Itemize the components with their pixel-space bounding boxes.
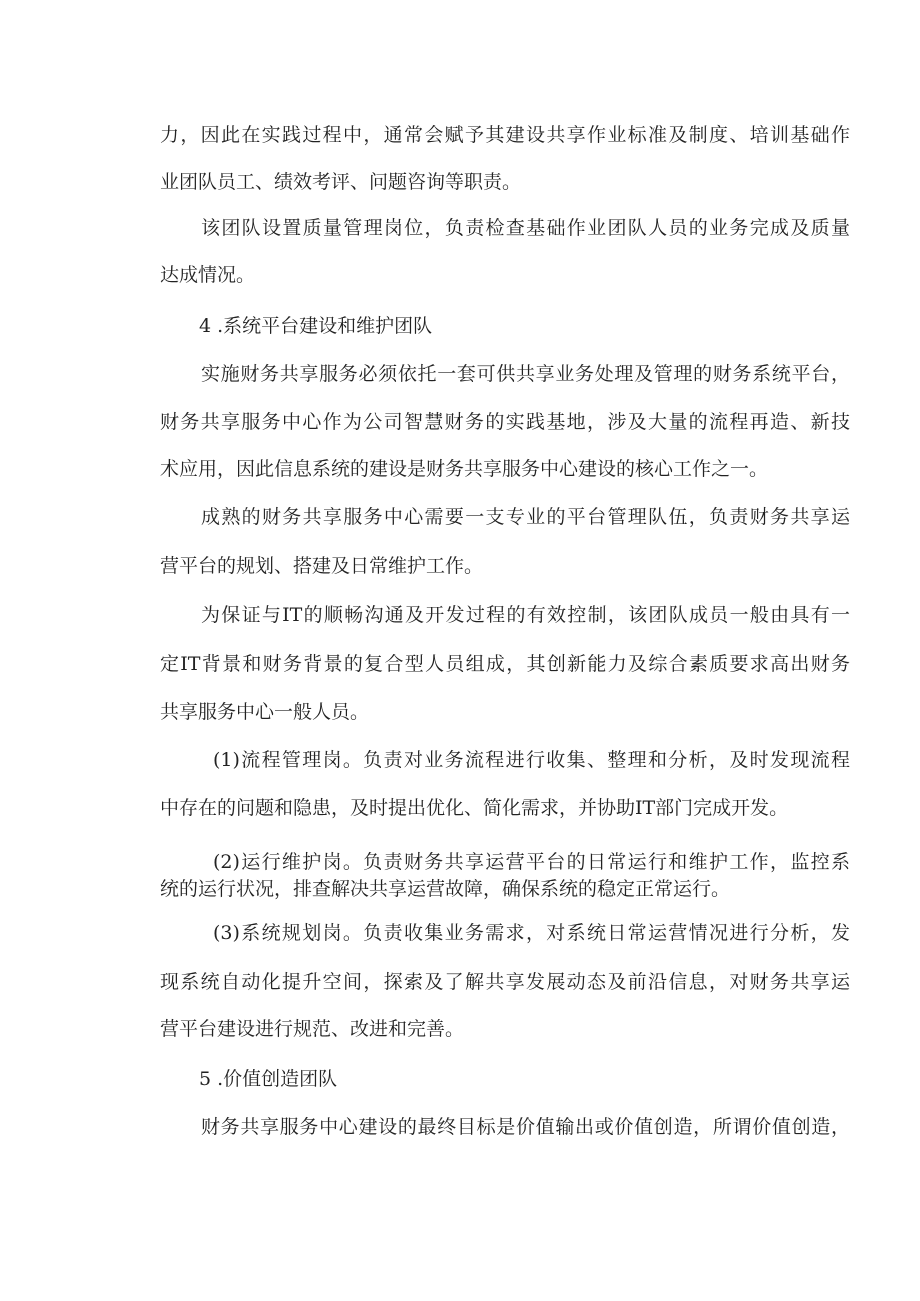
text-line: 统的运行状况，排查解决共享运营故障，确保系统的稳定正常运行。 [160, 878, 731, 900]
text-line: 财务共享服务中心建设的最终目标是价值输出或价值创造，所谓价值创造， [201, 1116, 850, 1138]
text-line: 营平台的规划、搭建及日常维护工作。 [160, 555, 484, 577]
text-line: 术应用，因此信息系统的建设是财务共享服务中心建设的核心工作之一。 [160, 458, 769, 480]
section-heading: 4 .系统平台建设和维护团队 [199, 315, 433, 337]
section-heading: 5 .价值创造团队 [199, 1068, 338, 1090]
text-line: 中存在的问题和隐患，及时提出优化、简化需求，并协助IT部门完成开发。 [160, 797, 789, 819]
text-line: (3)系统规划岗。负责收集业务需求，对系统日常运营情况进行分析，发 [213, 922, 850, 944]
text-line: 为保证与IT的顺畅沟通及开发过程的有效控制，该团队成员一般由具有一 [201, 604, 850, 626]
text-line: 该团队设置质量管理岗位，负责检查基础作业团队人员的业务完成及质量 [201, 217, 850, 239]
text-line: (2)运行维护岗。负责财务共享运营平台的日常运行和维护工作，监控系 [213, 851, 850, 873]
text-line: 现系统自动化提升空间，探索及了解共享发展动态及前沿信息，对财务共享运 [160, 971, 850, 993]
text-line: 达成情况。 [160, 264, 256, 286]
text-line: 定IT背景和财务背景的复合型人员组成，其创新能力及综合素质要求高出财务 [160, 653, 850, 675]
text-line: 实施财务共享服务必须依托一套可供共享业务处理及管理的财务系统平台， [201, 363, 850, 385]
text-line: 财务共享服务中心作为公司智慧财务的实践基地，涉及大量的流程再造、新技 [160, 411, 850, 433]
text-line: (1)流程管理岗。负责对业务流程进行收集、整理和分析，及时发现流程 [213, 749, 850, 771]
text-line: 力，因此在实践过程中，通常会赋予其建设共享作业标准及制度、培训基础作 [160, 124, 850, 146]
text-line: 成熟的财务共享服务中心需要一支专业的平台管理队伍，负责财务共享运 [201, 506, 850, 528]
text-line: 营平台建设进行规范、改进和完善。 [160, 1018, 465, 1040]
text-line: 共享服务中心一般人员。 [160, 701, 370, 723]
text-line: 业团队员工、绩效考评、问题咨询等职责。 [160, 171, 522, 193]
